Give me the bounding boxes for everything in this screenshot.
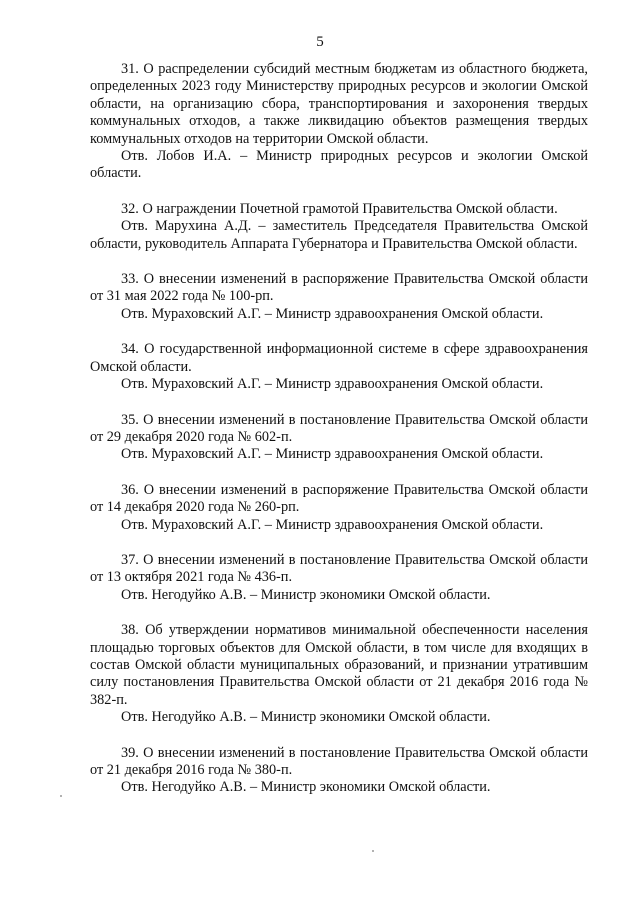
agenda-item [90, 745, 588, 797]
agenda-item-text: 38. Об утверждении нормативов минимальной обеспеченности населения площадью торговых объектов для Омской области, в том числе для входящих в состав Омской области муниципальных образований, и признании утратившим силу постановления Правительства Омской области от 21 декабря 2016 года № 382-п. [90, 622, 588, 708]
agenda-item-responsible: Отв. Мураховский А.Г. – Министр здравоохранения Омской области. [121, 446, 544, 463]
agenda-list [90, 61, 588, 797]
agenda-item [90, 201, 588, 253]
agenda-item-text: 31. О распределении субсидий местным бюджетам из областного бюджета, определенных 2023 году Министерству природных ресурсов и экологии Омской области, на организацию сбора, транспортирования и захоронения твердых коммунальных отходов, а также ликвидацию объектов размещения твердых коммунальных отходов на территории Омской области. [90, 61, 588, 147]
agenda-item-text: 32. О награждении Почетной грамотой Правительства Омской области. [121, 200, 558, 217]
agenda-item-responsible: Отв. Мураховский А.Г. – Министр здравоохранения Омской области. [121, 305, 544, 322]
agenda-item [90, 341, 588, 393]
agenda-item [90, 61, 588, 183]
agenda-item-text: 34. О государственной информационной системе в сфере здравоохранения Омской области. [90, 341, 588, 375]
agenda-item-responsible: Отв. Мураховский А.Г. – Министр здравоохранения Омской области. [121, 516, 544, 533]
agenda-item [90, 412, 588, 464]
agenda-item-text: 37. О внесении изменений в постановление Правительства Омской области от 13 октября 2021 года № 436-п. [90, 551, 588, 586]
agenda-item [90, 552, 588, 604]
agenda-item-responsible: Отв. Негодуйко А.В. – Министр экономики Омской области. [121, 709, 491, 726]
agenda-item-text: 39. О внесении изменений в постановление Правительства Омской области от 21 декабря 2016 года № 380-п. [90, 744, 588, 778]
agenda-item-text: 35. О внесении изменений в постановление Правительства Омской области от 29 декабря 2020 года № 602-п. [90, 411, 588, 445]
agenda-item-responsible: Отв. Негодуйко А.В. – Министр экономики Омской области. [121, 586, 491, 603]
scan-speck [60, 795, 62, 797]
agenda-item-responsible: Отв. Мураховский А.Г. – Министр здравоохранения Омской области. [121, 376, 544, 393]
agenda-item-text: 33. О внесении изменений в распоряжение Правительства Омской области от 31 мая 2022 года № 100-рп. [90, 271, 588, 305]
agenda-item [90, 622, 588, 726]
agenda-item-text: 36. О внесении изменений в распоряжение Правительства Омской области от 14 декабря 2020 года № 260-рп. [90, 481, 588, 516]
agenda-item-responsible: Отв. Лобов И.А. – Министр природных ресурсов и экологии Омской области. [90, 148, 588, 182]
page-number: 5 [316, 34, 324, 50]
scan-speck [372, 850, 374, 852]
agenda-item-responsible: Отв. Негодуйко А.В. – Министр экономики Омской области. [121, 779, 491, 796]
agenda-item-responsible: Отв. Марухина А.Д. – заместитель Председателя Правительства Омской области, руководитель Аппарата Губернатора и Правительства Омской области. [90, 218, 588, 252]
agenda-item [90, 271, 588, 323]
agenda-item [90, 482, 588, 534]
